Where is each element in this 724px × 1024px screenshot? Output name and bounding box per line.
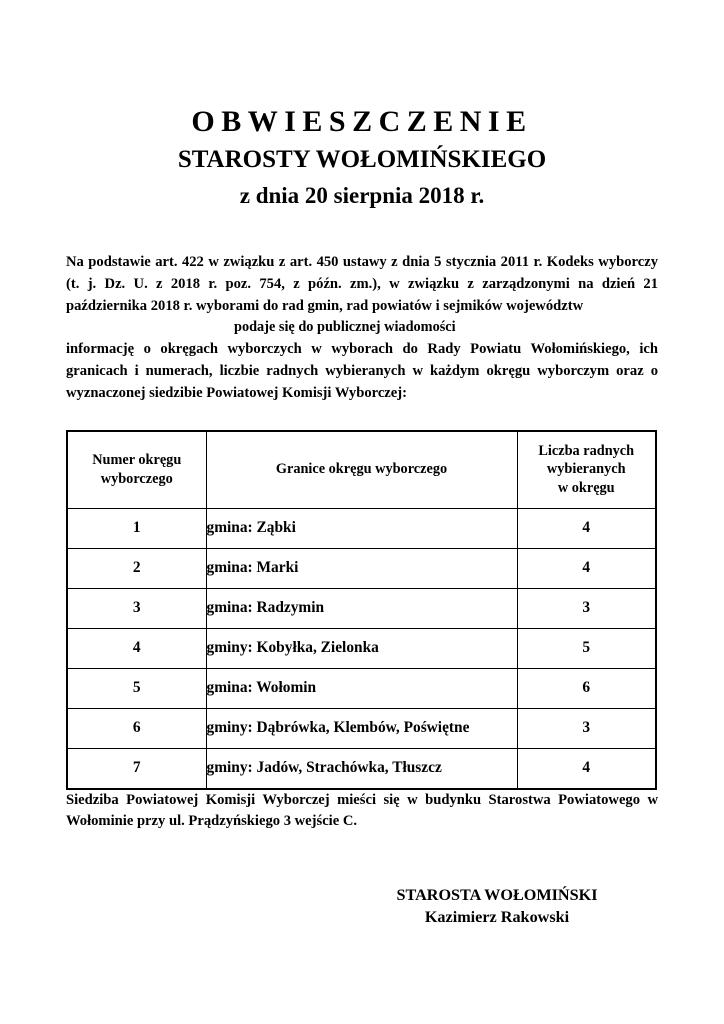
document-body — [66, 252, 658, 405]
title-date: z dnia 20 sierpnia 2018 r. — [239, 182, 485, 208]
cell-boundaries: gmina: Marki — [206, 548, 517, 588]
cell-district-number: 6 — [67, 708, 206, 748]
electoral-districts-table — [66, 430, 657, 790]
table-row — [67, 668, 656, 708]
title-subtitle-authority: STAROSTY WOŁOMIŃSKIEGO — [177, 146, 547, 174]
table-body — [67, 508, 656, 789]
signature-role: STAROSTA WOŁOMIŃSKI — [396, 886, 598, 905]
cell-seats: 4 — [517, 508, 656, 548]
document-heading — [66, 0, 658, 211]
column-header-seats — [517, 431, 656, 509]
cell-seats: 3 — [517, 708, 656, 748]
cell-boundaries: gminy: Jadów, Strachówka, Tłuszcz — [206, 748, 517, 789]
table-row — [67, 508, 656, 548]
signature-block — [66, 885, 658, 929]
column-header-district-number-line2: wyborczego — [100, 470, 173, 487]
page-title: OBWIESZCZENIE — [191, 105, 533, 138]
table-header — [67, 431, 656, 509]
cell-seats: 4 — [517, 548, 656, 588]
footer-commission-address: Siedziba Powiatowej Komisji Wyborczej mieści się w budynku Starostwa Powiatowego w Wołominie przy ul. Prądzyńskiego 3 wejście C. — [66, 791, 658, 830]
cell-boundaries: gminy: Kobyłka, Zielonka — [206, 628, 517, 668]
column-header-boundaries: Granice okręgu wyborczego — [206, 431, 517, 509]
cell-boundaries: gminy: Dąbrówka, Klembów, Poświętne — [206, 708, 517, 748]
cell-district-number: 2 — [67, 548, 206, 588]
signature-name: Kazimierz Rakowski — [424, 908, 570, 927]
column-header-district-number-line1: Numer okręgu — [92, 452, 182, 469]
cell-district-number: 1 — [67, 508, 206, 548]
table-row — [67, 628, 656, 668]
cell-district-number: 4 — [67, 628, 206, 668]
cell-boundaries: gmina: Wołomin — [206, 668, 517, 708]
table-row — [67, 708, 656, 748]
column-header-seats-line3: w okręgu — [557, 479, 615, 496]
cell-district-number: 7 — [67, 748, 206, 789]
cell-seats: 3 — [517, 588, 656, 628]
cell-seats: 5 — [517, 628, 656, 668]
paragraph-subject: informację o okręgach wyborczych w wyborach do Rady Powiatu Wołomińskiego, ich granicach i numerach, liczbie radnych wybieranych w każdym okręgu wyborczym oraz o wyznaczonej siedzibie Powiatowej Komisji Wyborczej: — [66, 340, 658, 401]
cell-district-number: 3 — [67, 588, 206, 628]
cell-seats: 4 — [517, 748, 656, 789]
cell-district-number: 5 — [67, 668, 206, 708]
table-row — [67, 548, 656, 588]
announcement-line: podaje się do publicznej wiadomości — [234, 319, 456, 336]
table-row — [67, 588, 656, 628]
table-header-row — [67, 431, 656, 509]
cell-boundaries: gmina: Ząbki — [206, 508, 517, 548]
column-header-seats-line1: Liczba radnych — [538, 443, 635, 460]
column-header-seats-line2: wybieranych — [546, 461, 626, 478]
paragraph-legal-basis: Na podstawie art. 422 w związku z art. 450 ustawy z dnia 5 stycznia 2011 r. Kodeks wyborczy (t. j. Dz. U. z 2018 r. poz. 754, z późn. zm.), w związku z zarządzonymi na dzień 21 października 2018 r. wyborami do rad gmin, rad powiatów i sejmików województw — [66, 253, 658, 314]
cell-boundaries: gmina: Radzymin — [206, 588, 517, 628]
cell-seats: 6 — [517, 668, 656, 708]
column-header-district-number — [67, 431, 206, 509]
table-row — [67, 748, 656, 789]
